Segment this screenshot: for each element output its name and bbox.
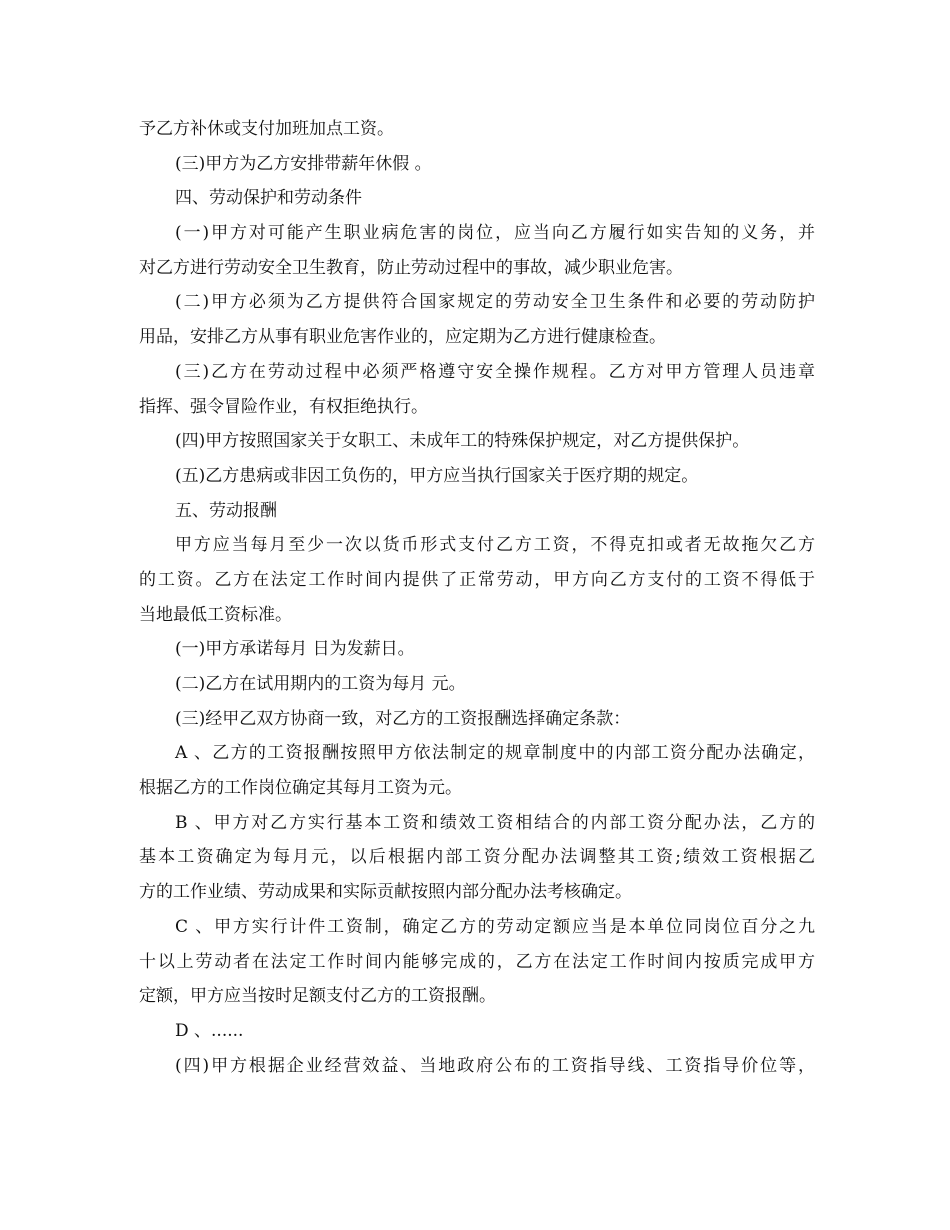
text-line: C 、甲方实行计件工资制，确定乙方的劳动定额应当是本单位同岗位百分之九 <box>175 916 815 937</box>
text-line: 指挥、强令冒险作业，有权拒绝执行。 <box>139 396 428 417</box>
document-body <box>139 112 815 1083</box>
text-line: 方的工作业绩、劳动成果和实际贡献按照内部分配办法考核确定。 <box>139 882 632 903</box>
text-line: 当地最低工资标准。 <box>139 604 292 625</box>
text-line: A 、乙方的工资报酬按照甲方依法制定的规章制度中的内部工资分配办法确定， <box>175 743 815 764</box>
text-line: 五、劳动报酬 <box>175 500 277 521</box>
text-line: (一)甲方对可能产生职业病危害的岗位，应当向乙方履行如实告知的义务，并 <box>175 223 815 244</box>
text-line: (五)乙方患病或非因工负伤的，甲方应当执行国家关于医疗期的规定。 <box>175 465 699 486</box>
text-line: (三)经甲乙双方协商一致，对乙方的工资报酬选择确定条款： <box>175 708 631 729</box>
text-line: 用品，安排乙方从事有职业危害作业的，应定期为乙方进行健康检查。 <box>139 327 666 348</box>
text-line: (二)乙方在试用期内的工资为每月 元。 <box>175 674 466 694</box>
text-line: 定额，甲方应当按时足额支付乙方的工资报酬。 <box>139 986 496 1007</box>
text-line: 基本工资确定为每月元，以后根据内部工资分配办法调整其工资;绩效工资根据乙 <box>139 847 815 868</box>
text-line: (四)甲方按照国家关于女职工、未成年工的特殊保护规定，对乙方提供保护。 <box>175 431 750 452</box>
text-line: 十以上劳动者在法定工作时间内能够完成的，乙方在法定工作时间内按质完成甲方 <box>139 951 815 972</box>
text-line: 的工资。乙方在法定工作时间内提供了正常劳动，甲方向乙方支付的工资不得低于 <box>139 569 815 590</box>
text-line: 甲方应当每月至少一次以货币形式支付乙方工资，不得克扣或者无故拖欠乙方 <box>175 535 815 556</box>
text-line: (一)甲方承诺每月 日为发薪日。 <box>175 639 415 660</box>
text-line: D 、...... <box>175 1020 244 1041</box>
text-line: 四、劳动保护和劳动条件 <box>175 188 362 209</box>
text-line: (三)甲方为乙方安排带薪年休假 。 <box>175 153 432 174</box>
text-line: 根据乙方的工作岗位确定其每月工资为元。 <box>139 778 462 799</box>
text-line: (三)乙方在劳动过程中必须严格遵守安全操作规程。乙方对甲方管理人员违章 <box>175 361 815 382</box>
text-line: (二)甲方必须为乙方提供符合国家规定的劳动安全卫生条件和必要的劳动防护 <box>175 292 815 313</box>
text-line: (四)甲方根据企业经营效益、当地政府公布的工资指导线、工资指导价位等， <box>175 1055 815 1076</box>
text-line: B 、甲方对乙方实行基本工资和绩效工资相结合的内部工资分配办法，乙方的 <box>175 812 815 833</box>
text-line: 予乙方补休或支付加班加点工资。 <box>139 119 394 139</box>
text-line: 对乙方进行劳动安全卫生教育，防止劳动过程中的事故，减少职业危害。 <box>139 257 683 278</box>
